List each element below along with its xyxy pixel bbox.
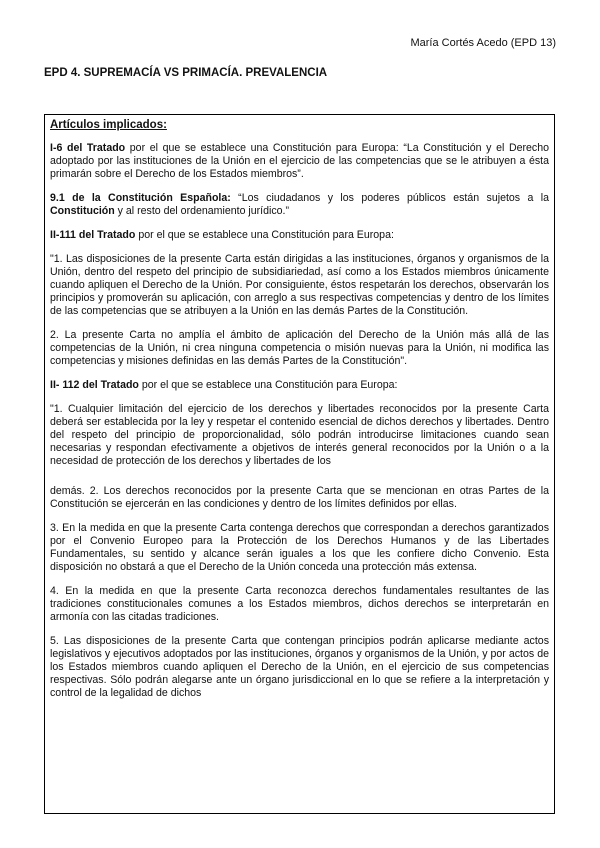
article-i6-ref: I-6 del Tratado — [50, 142, 126, 154]
box-heading: Artículos implicados: — [50, 119, 167, 131]
article-ce-constitucion: Constitución — [50, 205, 115, 217]
author-header: María Cortés Acedo (EPD 13) — [410, 37, 556, 49]
article-ce-text: “Los ciudadanos y los poderes públicos están sujetos a la — [230, 192, 549, 204]
article-ce-ref: 9.1 de la Constitución Española: — [50, 192, 231, 204]
article-ii112-text: por el que se establece una Constitución para Europa: — [138, 379, 398, 391]
articles-box — [44, 114, 555, 814]
article-ii111-para1: "1. Las disposiciones de la presente Carta están dirigidas a las instituciones, órganos y organismos de la Unión, dentro del respeto del principio de subsidiariedad, así como a los Estados miembros únicamente cuando apliquen el Derecho de la Unión. Por consiguiente, éstos respetarán los derechos, observarán los principios y promoverán su aplicación, con arreglo a sus respectivas competencias y dentro de los límites de las competencias que se atribuyen a la Unión en las demás Partes de la Constitución. — [50, 253, 549, 317]
document-title: EPD 4. SUPREMACÍA VS PRIMACÍA. PREVALENCIA — [44, 67, 328, 79]
article-ii112-para1: "1. Cualquier limitación del ejercicio de los derechos y libertades reconocidos por la presente Carta deberá ser establecida por la ley y respetar el contenido esencial de dichos derechos y libertades. Dentro del respeto del principio de proporcionalidad, sólo podrán introducirse limitaciones cuando sean necesarias y respondan efectivamente a objetivos de interés general reconocidos por la Unión o a la necesidad de protección de los derechos y libertades de los — [50, 403, 549, 467]
article-ce-text-end: y al resto del ordenamiento jurídico.” — [114, 205, 290, 217]
article-ii112-para5: 5. Las disposiciones de la presente Carta que contengan principios podrán aplicarse mediante actos legislativos y ejecutivos adoptados por las instituciones, órganos y organismos de la Unión, y por actos de los Estados miembros cuando apliquen el Derecho de la Unión, en el ejercicio de sus competencias respectivas. Sólo podrán alegarse ante un órgano jurisdiccional en lo que se refiere a la interpretación y control de la legalidad de dichos — [50, 635, 549, 699]
article-ii112-para3: 3. En la medida en que la presente Carta contenga derechos que correspondan a derechos garantizados por el Convenio Europeo para la Protección de los Derechos Humanos y de las Libertades Fundamentales, su sentido y alcance serán iguales a los que les confiere dicho Convenio. Esta disposición no obstará a que el Derecho de la Unión conceda una protección más extensa. — [50, 522, 549, 573]
article-ii112-ref: II- 112 del Tratado — [50, 379, 139, 391]
article-ii112-para4: 4. En la medida en que la presente Carta reconozca derechos fundamentales resultantes de las tradiciones constitucionales comunes a los Estados miembros, dichos derechos se interpretarán en armonía con las citadas tradiciones. — [50, 585, 549, 623]
article-ii112-para2: demás. 2. Los derechos reconocidos por la presente Carta que se mencionan en otras Partes de la Constitución se ejercerán en las condiciones y dentro de los límites definidos por ellas. — [50, 485, 549, 510]
article-i6 — [50, 142, 549, 181]
article-ii111-heading — [50, 229, 549, 242]
article-ii111-ref: II-111 del Tratado — [50, 229, 136, 241]
article-ii111-para2: 2. La presente Carta no amplía el ámbito de aplicación del Derecho de la Unión más allá de las competencias de la Unión, ni crea ninguna competencia o misión nuevas para la Unión, ni modifica las competencias y misiones definidas en las demás Partes de la Constitución". — [50, 329, 549, 367]
article-i6-text: por el que se establece una Constitución para Europa: “La Constitución y el Derecho adoptado por las instituciones de la Unión en el ejercicio de las competencias que se le atribuyen a ésta primarán sobre el Derecho de los Estados miembros”. — [50, 142, 549, 180]
article-ii112-heading — [50, 379, 549, 392]
article-ii111-text: por el que se establece una Constitución para Europa: — [135, 229, 394, 241]
article-ce-9-1 — [50, 192, 549, 218]
